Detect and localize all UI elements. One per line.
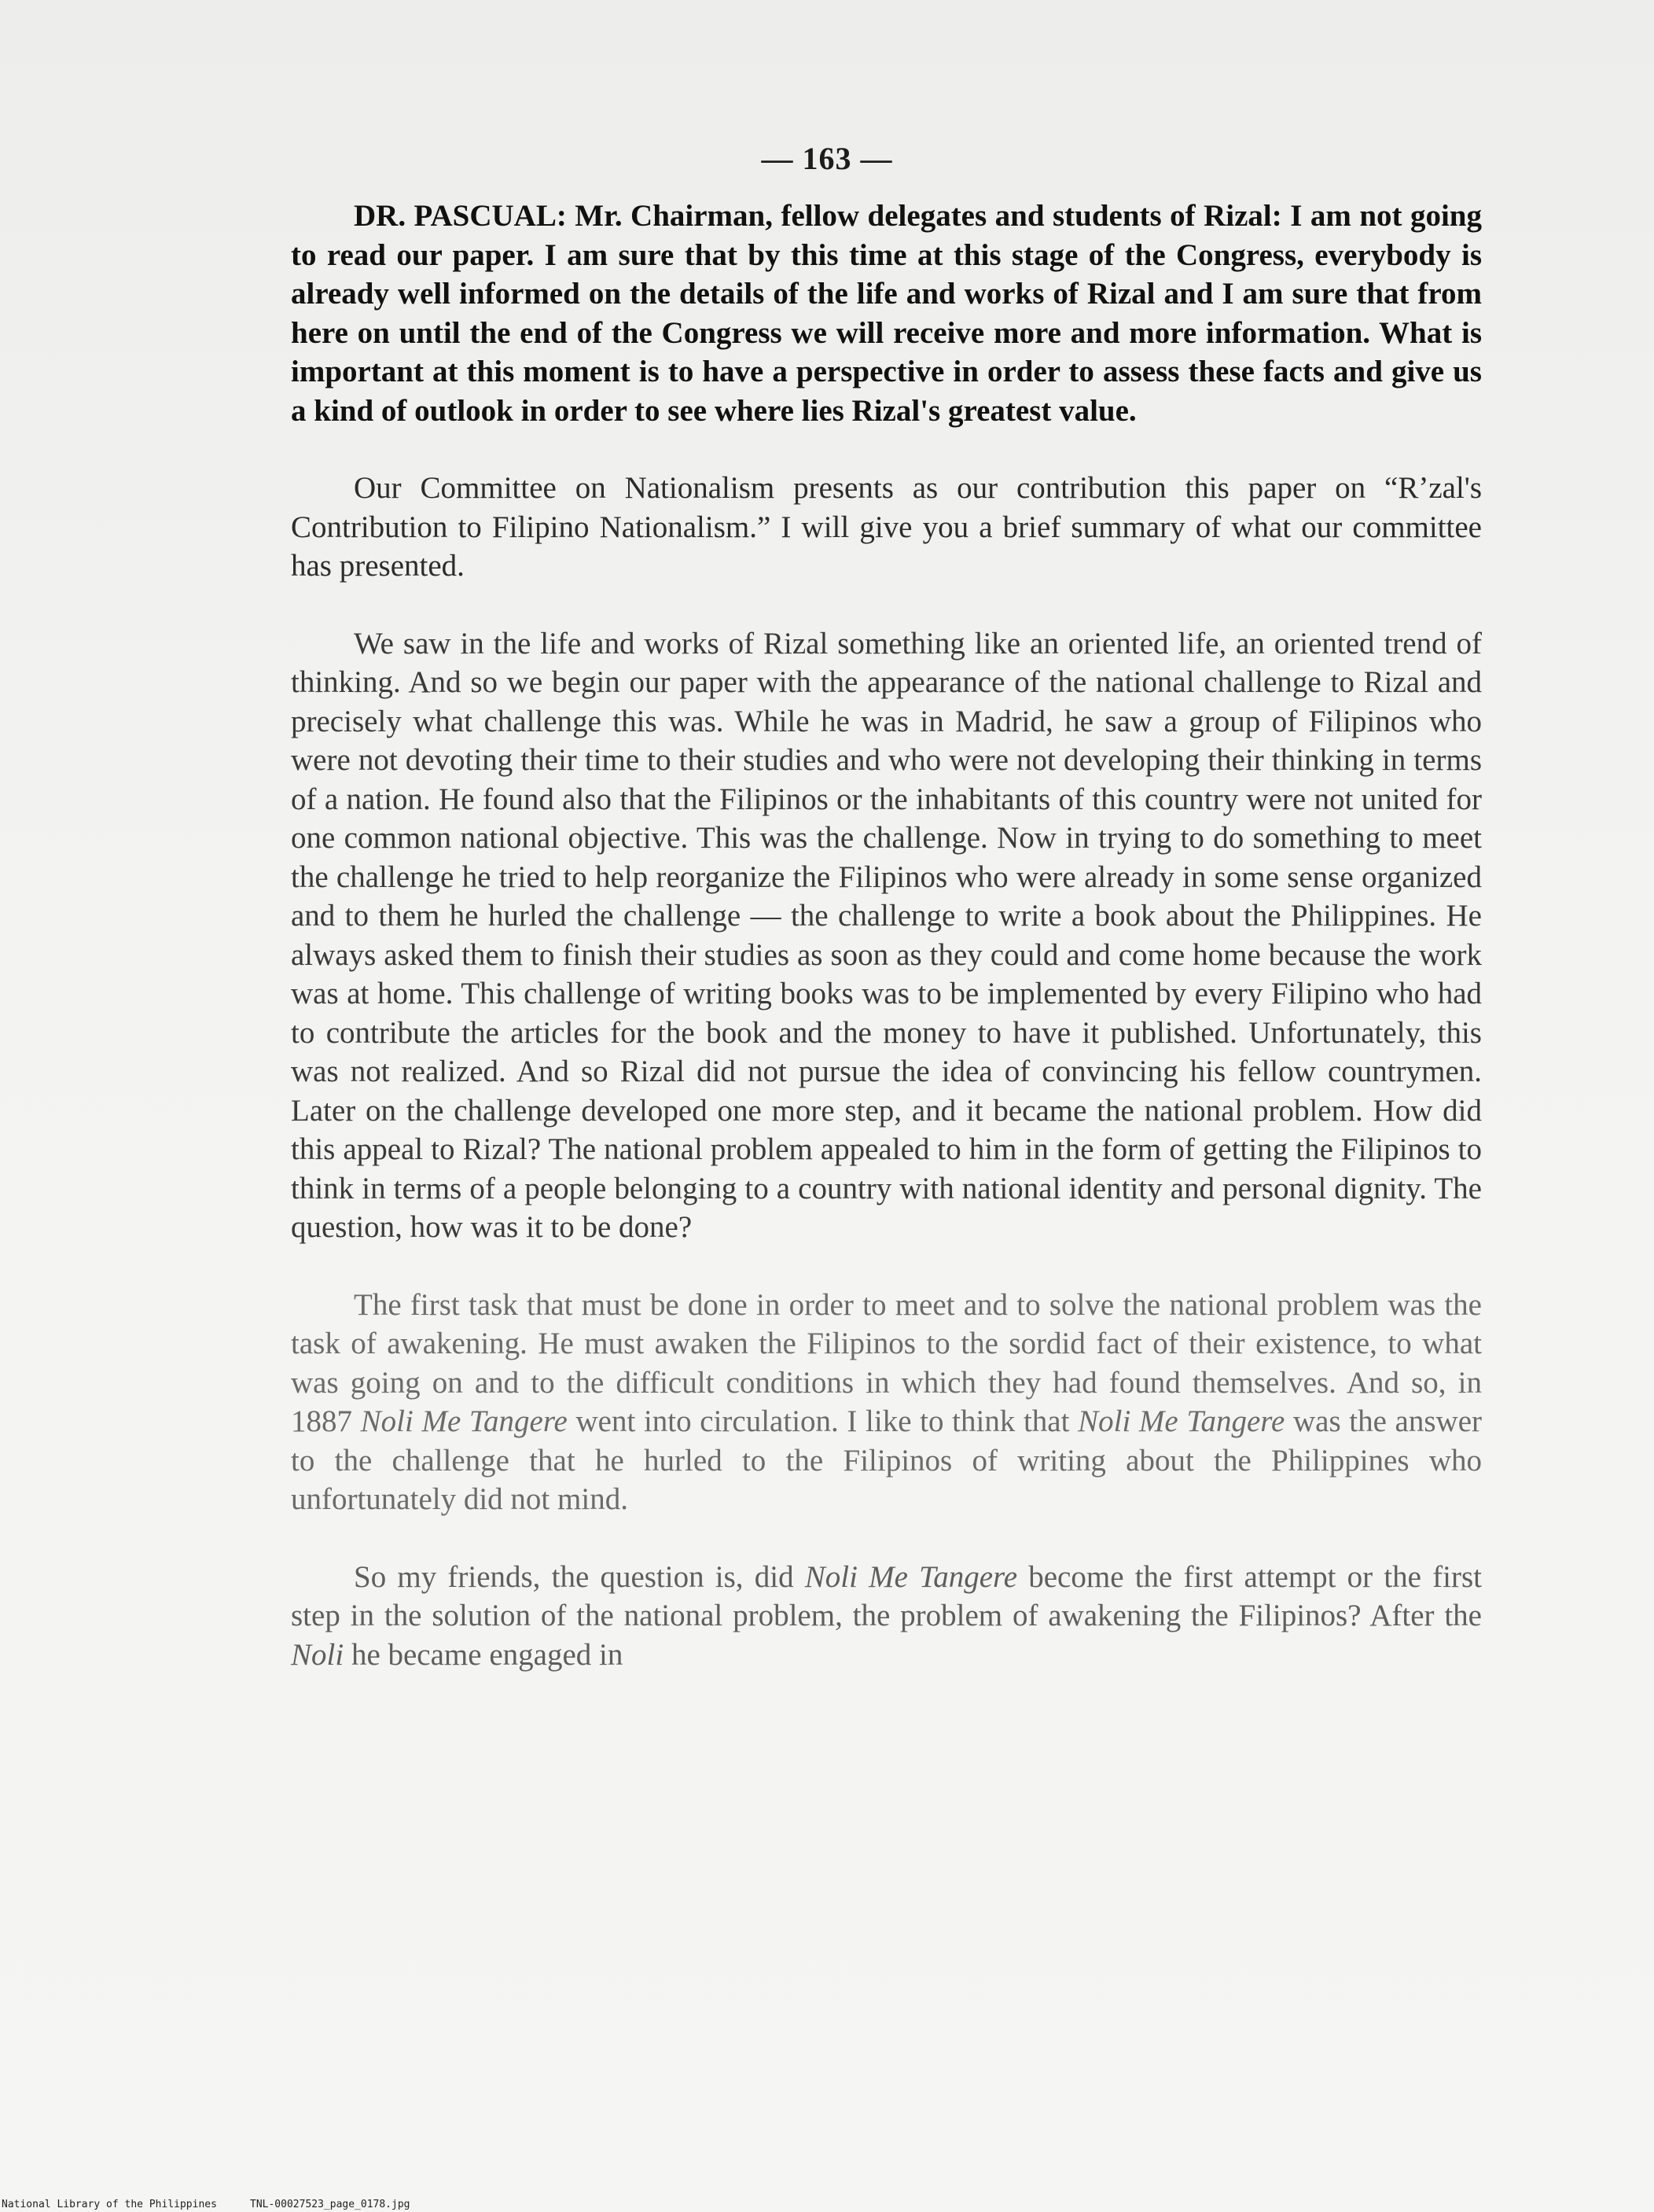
- book-title-noli: Noli Me Tangere: [1078, 1404, 1285, 1438]
- paragraph-5-text-b: become the first attempt or the first step in the solution of the national problem, the problem of awakening the Filipinos? After the: [291, 1559, 1482, 1632]
- paragraph-5-text-c: he became engaged in: [344, 1637, 623, 1672]
- book-title-noli-short: Noli: [291, 1637, 344, 1672]
- paragraph-5-text-a: So my friends, the question is, did: [354, 1559, 805, 1594]
- book-title-noli: Noli Me Tangere: [804, 1559, 1018, 1594]
- paragraph-1: [291, 197, 1482, 430]
- book-title-noli: Noli Me Tangere: [360, 1404, 568, 1438]
- paragraph-4-text-a: The first task that must be done in order to meet and to solve the national problem was the task of awakening. He must awaken the Filipinos to the sordid fact of their existence, to what was going on and to the difficult conditions in which they had found themselves. And so, in 1887: [291, 1287, 1482, 1438]
- paragraph-2: [291, 469, 1482, 586]
- footer-library-name: National Library of the Philippines: [2, 2199, 217, 2210]
- page-number: — 163 —: [761, 141, 893, 176]
- paragraph-5: [291, 1558, 1482, 1675]
- paragraph-4-text-c: was the answer to the challenge that he hurled to the Filipinos of writing about the Philippines who unfortunately did not mind.: [291, 1404, 1482, 1516]
- paragraph-4-text-b: went into circulation. I like to think that: [567, 1404, 1079, 1438]
- paragraph-3: [291, 624, 1482, 1247]
- body-text: [291, 197, 1482, 1713]
- footer-file-name: TNL-00027523_page_0178.jpg: [250, 2199, 410, 2210]
- speaker-name: DR. PASCUAL:: [354, 199, 567, 233]
- paragraph-3-text: We saw in the life and works of Rizal something like an oriented life, an oriented trend of thinking. And so we begin our paper with the appearance of the national challenge to Rizal and precisely what challenge this was. While he was in Madrid, he saw a group of Filipinos who were not devoting their time to their studies and who were not developing their thinking in terms of a nation. He found also that the Filipinos or the inhabitants of this country were not united for one common national objective. This was the challenge. Now in trying to do something to meet the challenge he tried to help reorganize the Filipinos who were already in some sense organized and to them he hurled the challenge — the challenge to write a book about the Philippines. He always asked them to finish their studies as soon as they could and come home because the work was at home. This challenge of writing books was to be implemented by every Filipino who had to contribute the articles for the book and the money to have it published. Unfortunately, this was not realized. And so Rizal did not pursue the idea of convincing his fellow countrymen. Later on the challenge developed one more step, and it became the national problem. How did this appeal to Rizal? The national problem appealed to him in the form of getting the Filipinos to think in terms of a people belonging to a country with national identity and personal dignity. The question, how was it to be done?: [291, 626, 1482, 1244]
- paragraph-2-text: Our Committee on Nationalism presents as our contribution this paper on “Rʼzal's Contribution to Filipino Nationalism.” I will give you a brief summary of what our committee has presented.: [291, 471, 1482, 583]
- paragraph-4: [291, 1286, 1482, 1519]
- scan-footer: [0, 2193, 1654, 2210]
- paragraph-1-text: Mr. Chairman, fellow delegates and students of Rizal: I am not going to read our paper. I am sure that by this time at this stage of the Congress, everybody is already well informed on the details of the life and works of Rizal and I am sure that from here on until the end of the Congress we will receive more and more information. What is important at this moment is to have a perspective in order to assess these facts and give us a kind of outlook in order to see where lies Rizal's greatest value.: [291, 199, 1482, 428]
